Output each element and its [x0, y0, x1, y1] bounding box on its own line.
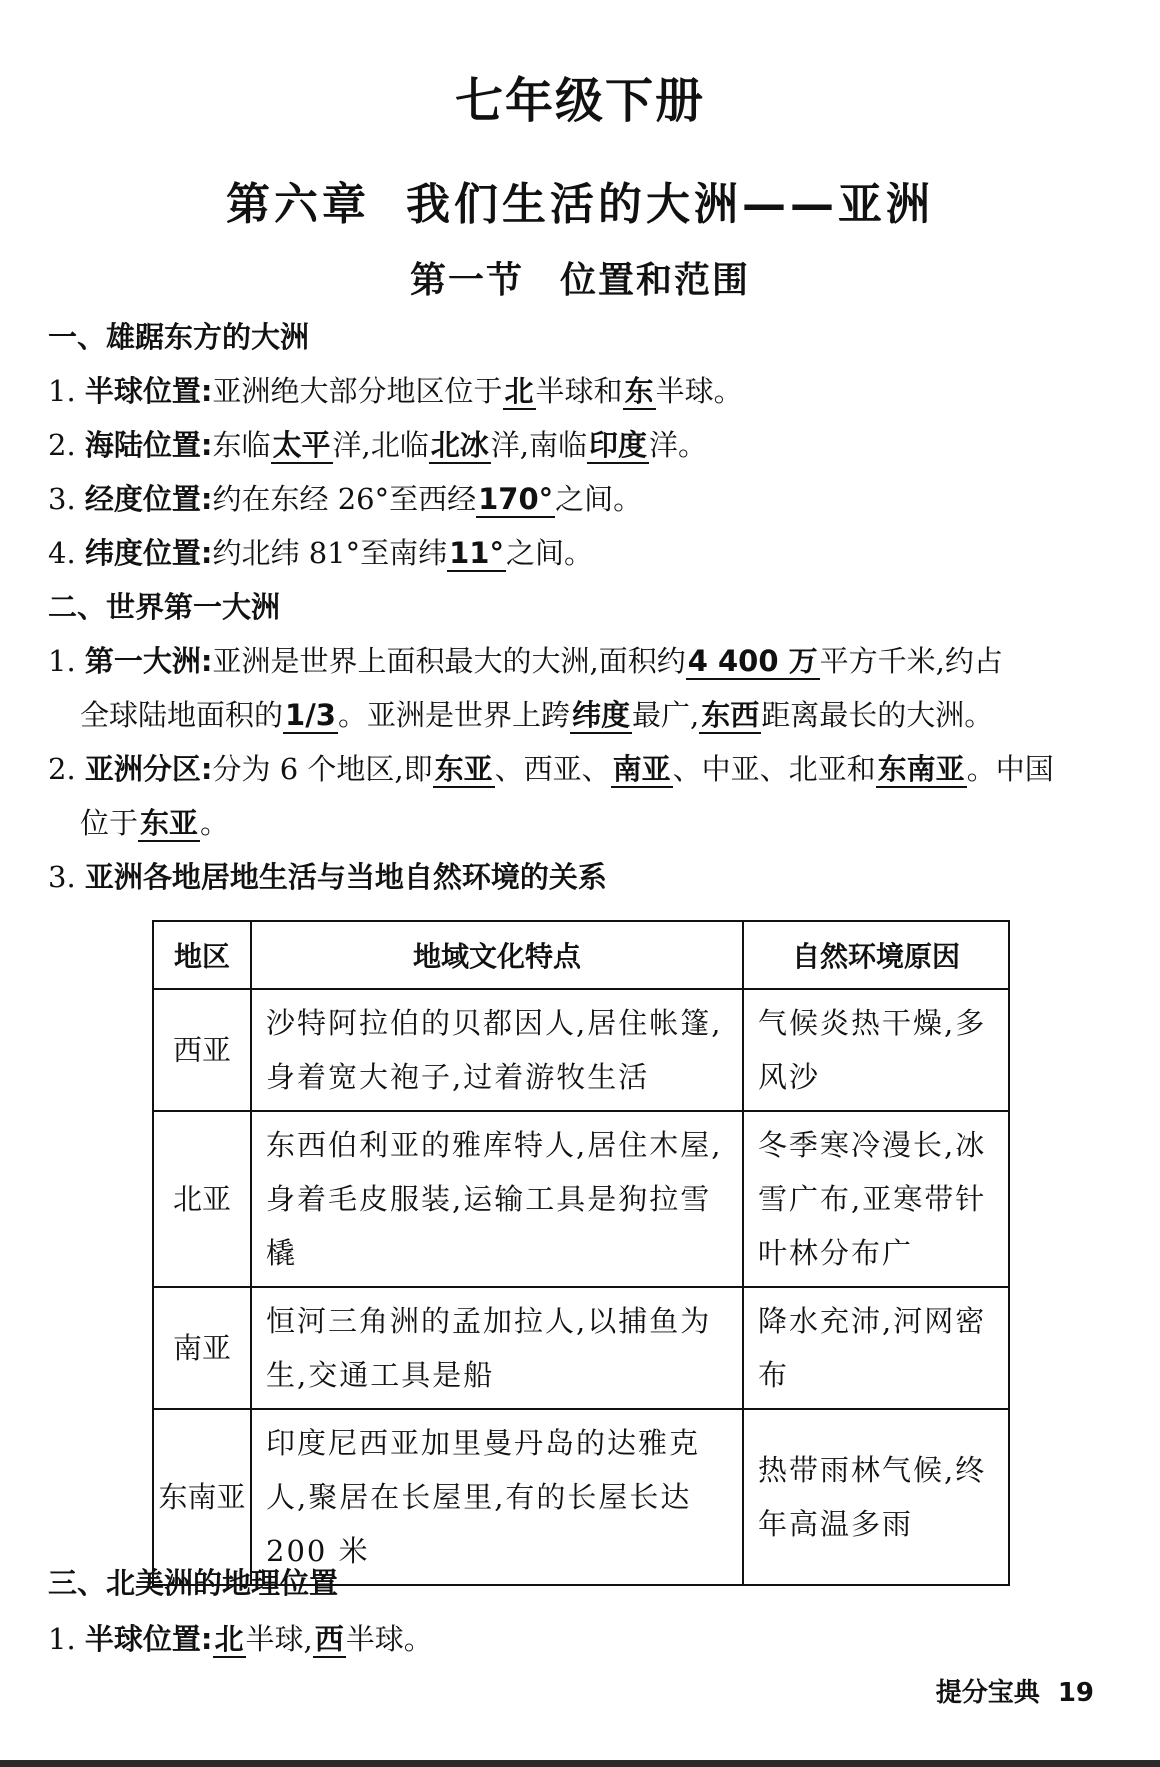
table-row: [153, 989, 1009, 1111]
part3-heading: 三、北美洲的地理位置: [48, 1566, 339, 1600]
part1-item-3: 3. 经度位置:约在东经 26°至西经170°之间。: [48, 482, 643, 516]
answer-blank: 东西: [701, 698, 760, 732]
answer-blank: 170°: [478, 482, 554, 516]
part2-item-3: 3. 亚洲各地居地生活与当地自然环境的关系: [48, 860, 607, 894]
part2-item-2-line-2: 位于东亚。: [80, 806, 230, 840]
answer-blank: 1/3: [285, 698, 336, 732]
answer-blank: 东亚: [140, 806, 199, 840]
culture-cell: 沙特阿拉伯的贝都因人,居住帐篷,身着宽大袍子,过着游牧生活: [251, 989, 743, 1111]
page-number: 19: [1057, 1678, 1094, 1708]
header-culture: 地域文化特点: [251, 921, 743, 989]
part2-heading: 二、世界第一大洲: [48, 590, 281, 624]
table-row: [153, 1287, 1009, 1409]
answer-blank: 东: [624, 374, 654, 408]
part3-item-1: 1. 半球位置:北半球,西半球。: [48, 1622, 433, 1656]
section-title: [0, 252, 1160, 303]
nature-cell: 气候炎热干燥,多风沙: [743, 989, 1009, 1111]
part2-item-1-line-1: 1. 第一大洲:亚洲是世界上面积最大的大洲,面积约4 400 万平方千米,约占: [48, 644, 1003, 678]
chapter-title: [0, 168, 1160, 232]
part2-item-2-line-1: 2. 亚洲分区:分为 6 个地区,即东亚、西亚、南亚、中亚、北亚和东南亚。中国: [48, 752, 1054, 786]
bottom-divider: [0, 1760, 1160, 1767]
answer-blank: 南亚: [612, 752, 671, 786]
nature-cell: 降水充沛,河网密布: [743, 1287, 1009, 1409]
answer-blank: 东亚: [434, 752, 493, 786]
header-region: 地区: [153, 921, 251, 989]
answer-blank: 4 400 万: [687, 644, 818, 678]
part2-item-1-line-2: 全球陆地面积的1/3。亚洲是世界上跨纬度最广,东西距离最长的大洲。: [80, 698, 994, 732]
answer-blank: 11°: [449, 536, 504, 570]
header-nature: 自然环境原因: [743, 921, 1009, 989]
culture-cell: 东西伯利亚的雅库特人,居住木屋,身着毛皮服装,运输工具是狗拉雪橇: [251, 1111, 743, 1287]
chapter-name: 我们生活的大洲——亚洲: [406, 179, 934, 230]
answer-blank: 北: [504, 374, 534, 408]
book-title: 七年级下册: [454, 73, 705, 129]
culture-cell: 恒河三角洲的孟加拉人,以捕鱼为生,交通工具是船: [251, 1287, 743, 1409]
answer-blank: 印度: [588, 428, 647, 462]
answer-blank: 西: [314, 1622, 344, 1656]
region-culture-table: [152, 920, 1010, 1586]
part1-heading: 一、雄踞东方的大洲: [48, 320, 310, 354]
region-cell: 南亚: [153, 1287, 251, 1409]
region-cell: 西亚: [153, 989, 251, 1111]
culture-cell: 印度尼西亚加里曼丹岛的达雅克人,聚居在长屋里,有的长屋长达 200 米: [251, 1409, 743, 1585]
answer-blank: 北冰: [430, 428, 489, 462]
table-row: [153, 1111, 1009, 1287]
chapter-number: 第六章: [226, 179, 370, 230]
table-row: [153, 1409, 1009, 1585]
part1-item-4: 4. 纬度位置:约北纬 81°至南纬11°之间。: [48, 536, 593, 570]
section-number: 第一节: [409, 259, 524, 301]
part1-item-2: 2. 海陆位置:东临太平洋,北临北冰洋,南临印度洋。: [48, 428, 708, 462]
nature-cell: 冬季寒冷漫长,冰雪广布,亚寒带针叶林分布广: [743, 1111, 1009, 1287]
region-cell: 北亚: [153, 1111, 251, 1287]
answer-blank: 纬度: [571, 698, 630, 732]
answer-blank: 北: [214, 1622, 244, 1656]
table-header-row: [153, 921, 1009, 989]
footer-book-name: 提分宝典: [935, 1678, 1040, 1708]
part1-item-1: 1. 半球位置:亚洲绝大部分地区位于北半球和东半球。: [48, 374, 743, 408]
section-name: 位置和范围: [560, 259, 751, 301]
page-footer: [936, 1672, 1094, 1709]
answer-blank: 太平: [272, 428, 331, 462]
region-cell: 东南亚: [153, 1409, 251, 1585]
nature-cell: 热带雨林气候,终年高温多雨: [743, 1409, 1009, 1585]
answer-blank: 东南亚: [877, 752, 965, 786]
